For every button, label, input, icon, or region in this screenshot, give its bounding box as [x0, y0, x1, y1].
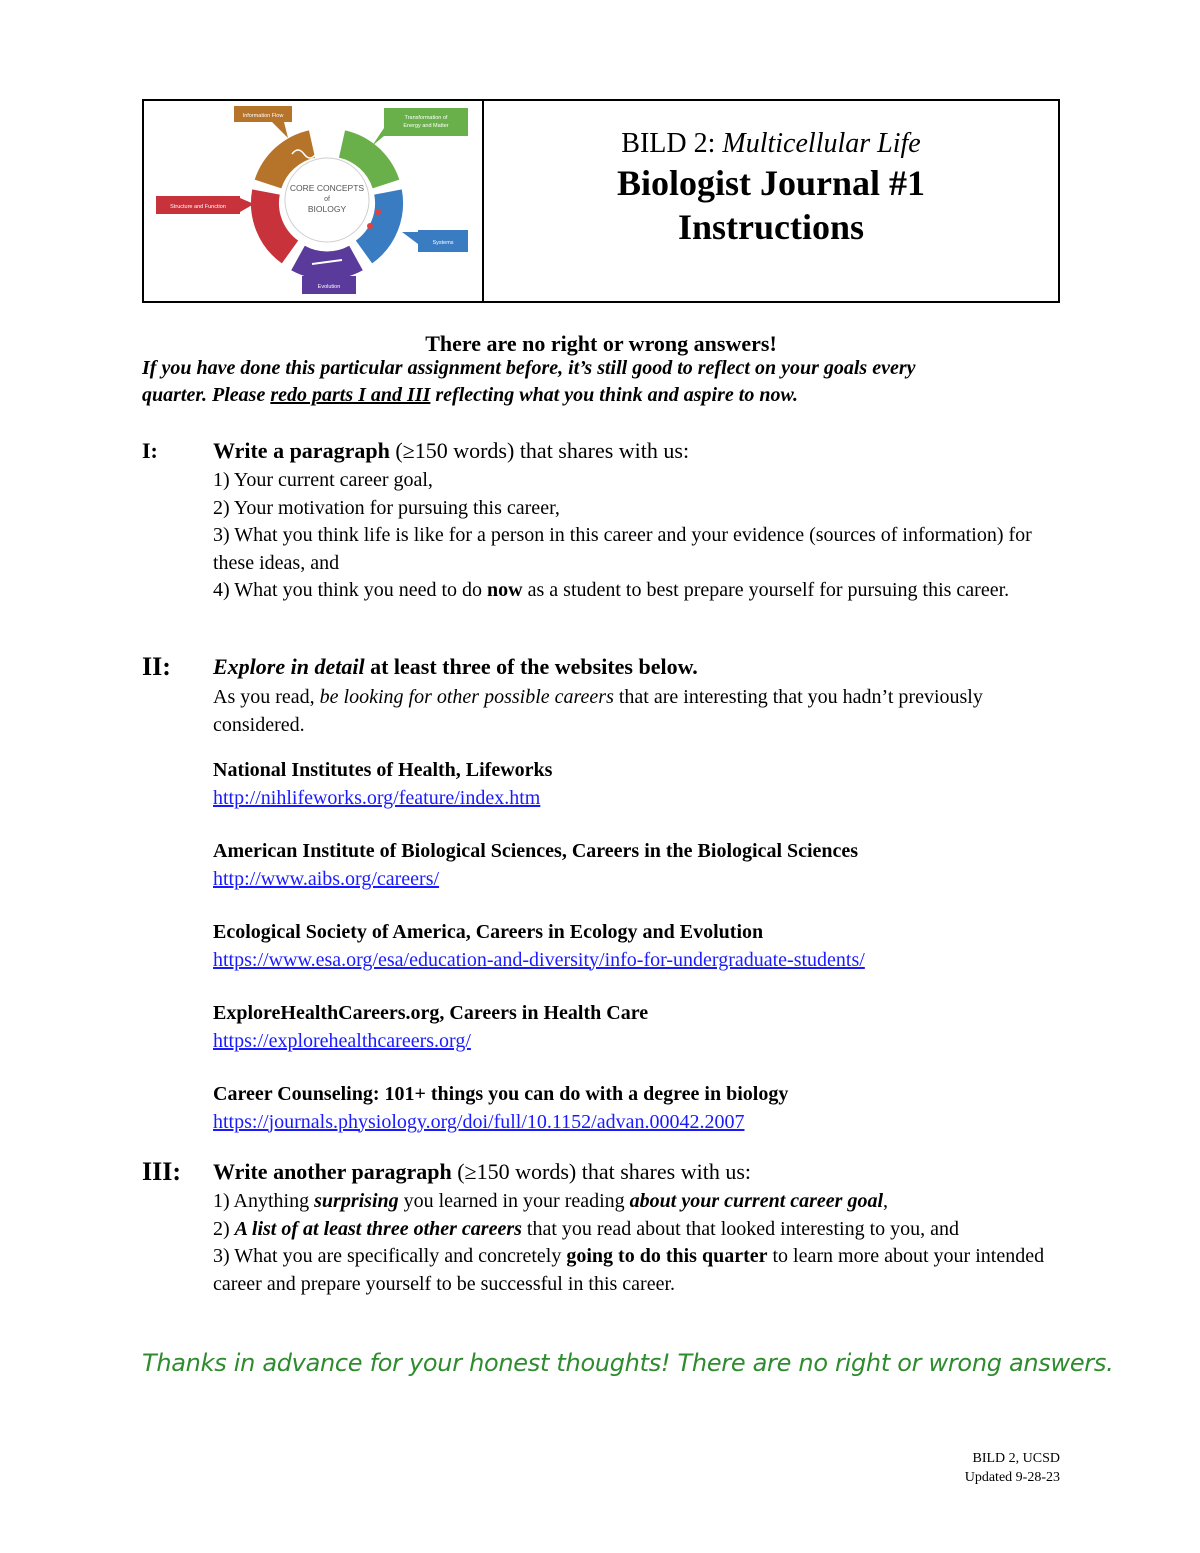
s3-i3-b: going to do this quarter	[566, 1245, 768, 1267]
site-name: Career Counseling: 101+ things you can do with a degree in biology	[213, 1083, 789, 1105]
s3-i2-b: A list of at least three other careers	[234, 1217, 522, 1240]
s3-i1-b: surprising	[314, 1190, 399, 1212]
section-2-heading-emphasis: Explore in detail	[213, 654, 365, 679]
label-transformation-2: Energy and Matter	[403, 123, 449, 129]
section-1-item-1: 1) Your current career goal,	[213, 469, 433, 491]
section-1-item-2: 2) Your motivation for pursuing this career,	[213, 496, 560, 519]
core-concepts-figure	[144, 101, 484, 301]
footer	[965, 1449, 1060, 1487]
section-1-item-3: 3) What you think life is like for a person in this career and your evidence (sources of information) for these ideas, and	[213, 524, 1032, 574]
label-transformation-1: Transformation of	[404, 115, 448, 121]
section-3-heading-rest: (≥150 words) that shares with us:	[451, 1159, 751, 1184]
section-2-body-italic: be looking for other possible careers	[319, 686, 614, 708]
intro-line-2-underlined: redo parts I and III	[270, 384, 431, 406]
diagram-center-3: BIOLOGY	[307, 204, 347, 214]
section-2-heading	[213, 654, 698, 680]
label-structure-function: Structure and Function	[170, 204, 226, 210]
site-entry	[213, 1000, 648, 1055]
label-evolution: Evolution	[317, 284, 341, 290]
section-1-heading-bold: Write a paragraph	[213, 438, 390, 463]
site-entry	[213, 838, 858, 893]
s3-i1-d: about your current career goal	[629, 1190, 884, 1212]
intro-line-1: If you have done this particular assignment before, it’s still good to reflect on your goals every	[142, 357, 916, 379]
page-subtitle: Instructions	[677, 207, 865, 247]
section-1-item-4b: now	[487, 579, 523, 601]
header-title-block	[484, 101, 1058, 301]
core-concepts-diagram	[152, 104, 476, 300]
s3-i3-a: 3) What you are specifically and concretely	[213, 1245, 567, 1267]
section-2-body-a: As you read,	[213, 686, 320, 708]
site-entry	[213, 919, 865, 974]
intro-line-2b: reflecting what you think and aspire to now.	[430, 384, 799, 406]
course-name: Multicellular Life	[722, 128, 921, 159]
section-1-item-4c: as a student to best prepare yourself for pursuing this career.	[522, 579, 1010, 601]
section-2-heading-rest: at least three of the websites below.	[364, 654, 698, 679]
section-1-item-4a: 4) What you think you need to do	[213, 579, 488, 601]
s3-i3-c: to learn more about your intended career and prepare yourself to be successful in this career.	[213, 1245, 1045, 1295]
site-entry	[213, 757, 552, 812]
section-2-number: II:	[142, 652, 171, 681]
section-3-item-3	[213, 1243, 1063, 1298]
intro-line-2	[142, 382, 1067, 409]
section-3-heading-bold: Write another paragraph	[213, 1159, 452, 1184]
site-entry	[213, 1081, 788, 1136]
label-systems: Systems	[432, 240, 454, 246]
s3-i1-a: 1) Anything	[213, 1190, 315, 1212]
section-1-heading	[213, 438, 689, 464]
site-name: Ecological Society of America, Careers in Ecology and Evolution	[213, 921, 764, 943]
site-link[interactable]: https://explorehealthcareers.org/	[213, 1029, 471, 1052]
course-prefix: BILD 2:	[621, 128, 723, 159]
footer-line-1: BILD 2, UCSD	[972, 1451, 1060, 1466]
network-node-icon	[375, 209, 381, 215]
section-3-item-1	[213, 1188, 1063, 1216]
section-3-body	[213, 1188, 1063, 1298]
site-link[interactable]: https://journals.physiology.org/doi/full/10.1152/advan.00042.2007	[213, 1110, 745, 1133]
section-1-heading-rest: (≥150 words) that shares with us:	[389, 438, 690, 463]
intro-heading: There are no right or wrong answers!	[425, 331, 777, 356]
section-2-body-b: that are interesting that you hadn’t previously considered.	[213, 686, 983, 736]
site-name: ExploreHealthCareers.org, Careers in Health Care	[213, 1002, 649, 1024]
section-2-body	[213, 684, 1063, 739]
section-3-item-2	[213, 1216, 1063, 1244]
diagram-center-1: CORE CONCEPTS	[289, 183, 365, 193]
intro-text	[142, 355, 1067, 409]
page-title: Biologist Journal #1	[616, 163, 926, 203]
footer-line-2: Updated 9-28-23	[964, 1470, 1060, 1485]
site-name: National Institutes of Health, Lifeworks	[213, 759, 553, 781]
section-3-heading	[213, 1159, 751, 1185]
header-box	[142, 99, 1060, 303]
s3-i2-c: that you read about that looked interesting to you, and	[521, 1217, 960, 1240]
intro-line-2a: quarter. Please	[142, 384, 271, 406]
s3-i1-c: you learned in your reading	[398, 1190, 630, 1212]
section-1-body	[213, 467, 1063, 605]
section-1-item-4	[213, 577, 1063, 605]
s3-i1-e: ,	[883, 1190, 889, 1212]
site-link[interactable]: https://www.esa.org/esa/education-and-diversity/info-for-undergraduate-students/	[213, 948, 865, 971]
site-link[interactable]: http://www.aibs.org/careers/	[213, 867, 440, 890]
diagram-center-2: of	[324, 196, 330, 203]
site-link[interactable]: http://nihlifeworks.org/feature/index.htm	[213, 786, 541, 809]
site-name: American Institute of Biological Sciences, Careers in the Biological Sciences	[213, 840, 859, 862]
section-3-number: III:	[142, 1157, 182, 1186]
network-node-icon	[367, 223, 373, 229]
course-line	[484, 127, 1058, 161]
section-1-number: I:	[142, 438, 158, 463]
closing-thanks: Thanks in advance for your honest thoughts! There are no right or wrong answers.	[142, 1349, 1114, 1377]
s3-i2-a: 2)	[213, 1217, 235, 1240]
label-information-flow: Information Flow	[242, 113, 284, 119]
